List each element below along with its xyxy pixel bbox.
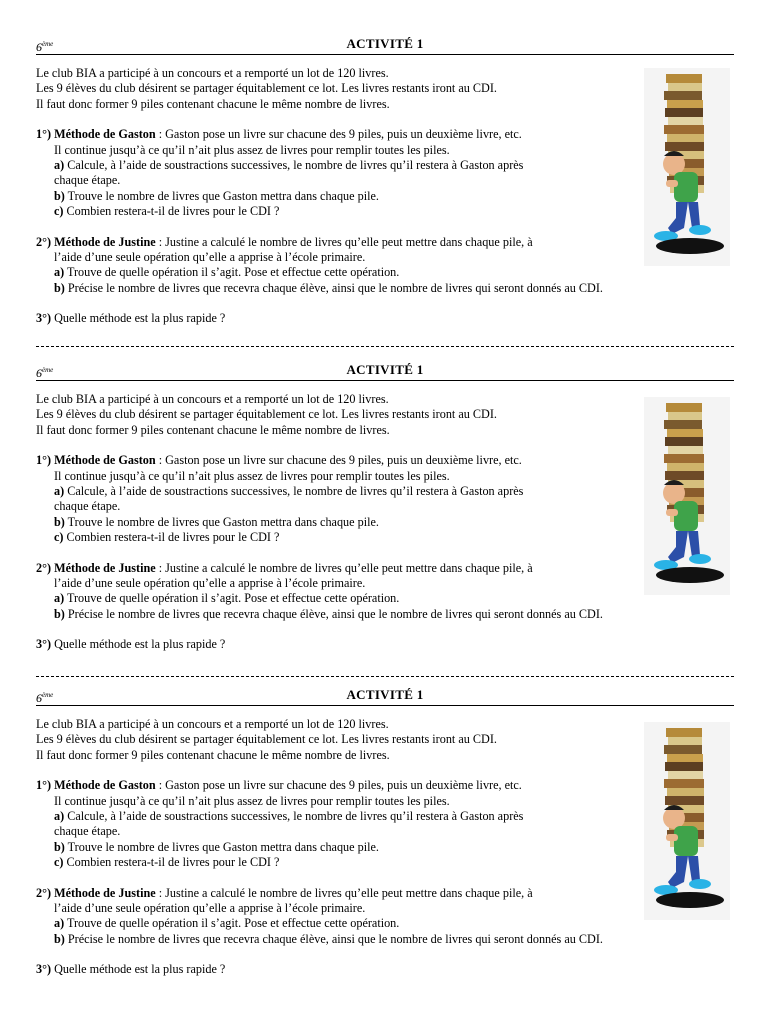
method-name: Méthode de Gaston bbox=[54, 778, 156, 793]
grade-number: 6 bbox=[36, 40, 42, 54]
sub-question-text: Combien restera-t-il de livres pour le CDI ? bbox=[63, 204, 280, 219]
question-text: Quelle méthode est la plus rapide ? bbox=[51, 637, 226, 652]
method-text-line: Il continue jusqu’à ce qu’il n’ait plus assez de livres pour remplir toutes les piles. bbox=[54, 468, 450, 483]
question-number: 1°) bbox=[36, 453, 52, 468]
sub-question-label: b) bbox=[54, 280, 65, 295]
sub-question-text: Précise le nombre de livres que recevra chaque élève, ainsi que le nombre de livres qui seront donnés au CDI. bbox=[64, 606, 603, 621]
cut-line-separator bbox=[36, 676, 734, 677]
gaston-book-stack-figurine-icon bbox=[644, 397, 730, 595]
sub-question-b bbox=[36, 607, 734, 622]
method-text: : Justine a calculé le nombre de livres qu’elle peut mettre dans chaque pile, à bbox=[155, 234, 533, 249]
sub-question-b bbox=[36, 515, 734, 530]
intro-line: Les 9 élèves du club désirent se partager équitablement ce lot. Les livres restants iront au CDI. bbox=[36, 81, 497, 96]
sub-question-text: Combien restera-t-il de livres pour le CDI ? bbox=[63, 530, 280, 545]
sub-question-b bbox=[36, 189, 734, 204]
grade-number: 6 bbox=[36, 366, 42, 380]
sub-question-b bbox=[36, 932, 734, 947]
question-3 bbox=[36, 962, 734, 977]
sub-question-a bbox=[36, 809, 734, 824]
method-text-line: l’aide d’une seule opération qu’elle a apprise à l’école primaire. bbox=[54, 250, 366, 265]
sub-question-b bbox=[36, 281, 734, 296]
sub-question-label: c) bbox=[54, 204, 64, 219]
sub-question-text: Trouve de quelle opération il s’agit. Pose et effectue cette opération. bbox=[64, 591, 400, 606]
gaston-book-stack-figurine-icon bbox=[644, 68, 730, 266]
sub-question-text: Précise le nombre de livres que recevra chaque élève, ainsi que le nombre de livres qui seront donnés au CDI. bbox=[64, 280, 603, 295]
question-number: 2°) bbox=[36, 560, 52, 575]
activity-header bbox=[36, 687, 734, 706]
sub-question-c bbox=[36, 855, 734, 870]
sub-question-text: Combien restera-t-il de livres pour le CDI ? bbox=[63, 855, 280, 870]
method-text: : Justine a calculé le nombre de livres qu’elle peut mettre dans chaque pile, à bbox=[155, 885, 533, 900]
method-text-line: Il continue jusqu’à ce qu’il n’ait plus assez de livres pour remplir toutes les piles. bbox=[54, 142, 450, 157]
sub-question-text: Trouve de quelle opération il s’agit. Pose et effectue cette opération. bbox=[64, 916, 400, 931]
question-number: 1°) bbox=[36, 127, 52, 142]
method-name: Méthode de Justine bbox=[54, 560, 156, 575]
question-number: 3°) bbox=[36, 311, 52, 326]
sub-question-label: a) bbox=[54, 265, 65, 280]
activity-title: ACTIVITÉ 1 bbox=[346, 362, 424, 377]
gaston-book-stack-figurine-icon bbox=[644, 722, 730, 920]
sub-question-a bbox=[36, 916, 734, 931]
sub-question-text: Précise le nombre de livres que recevra chaque élève, ainsi que le nombre de livres qui seront donnés au CDI. bbox=[64, 931, 603, 946]
sub-question-text: Trouve le nombre de livres que Gaston mettra dans chaque pile. bbox=[64, 514, 379, 529]
intro-line: Le club BIA a participé à un concours et a remporté un lot de 120 livres. bbox=[36, 717, 389, 731]
activity-header bbox=[36, 36, 734, 55]
intro-line: Les 9 élèves du club désirent se partager équitablement ce lot. Les livres restants iront au CDI. bbox=[36, 732, 497, 747]
method-name: Méthode de Justine bbox=[54, 885, 156, 900]
method-name: Méthode de Justine bbox=[54, 234, 156, 249]
grade-suffix: ème bbox=[42, 366, 54, 374]
activity-section bbox=[36, 687, 734, 978]
sub-question-a bbox=[36, 265, 734, 280]
figurine-base bbox=[656, 238, 724, 254]
activity-section bbox=[36, 36, 734, 327]
question-number: 3°) bbox=[36, 962, 52, 977]
activity-title: ACTIVITÉ 1 bbox=[346, 36, 424, 51]
method-text: : Justine a calculé le nombre de livres qu’elle peut mettre dans chaque pile, à bbox=[155, 560, 533, 575]
question-text: Quelle méthode est la plus rapide ? bbox=[51, 962, 226, 977]
sub-question-label: b) bbox=[54, 606, 65, 621]
activity-body bbox=[36, 66, 734, 327]
method-justine-heading bbox=[36, 886, 734, 901]
activity-section bbox=[36, 362, 734, 653]
figurine-base bbox=[656, 567, 724, 583]
question-3 bbox=[36, 311, 734, 326]
sub-question-label: a) bbox=[54, 484, 65, 499]
activity-body bbox=[36, 717, 734, 978]
method-gaston-heading bbox=[36, 453, 734, 468]
sub-question-text: Trouve le nombre de livres que Gaston mettra dans chaque pile. bbox=[64, 188, 379, 203]
sub-question-label: a) bbox=[54, 809, 65, 824]
method-text: : Gaston pose un livre sur chacune des 9 piles, puis un deuxième livre, etc. bbox=[155, 127, 522, 142]
intro-line: Le club BIA a participé à un concours et a remporté un lot de 120 livres. bbox=[36, 66, 389, 80]
sub-question-label: b) bbox=[54, 839, 65, 854]
sub-question-text: Trouve de quelle opération il s’agit. Pose et effectue cette opération. bbox=[64, 265, 400, 280]
sub-question-a bbox=[36, 484, 734, 499]
sub-question-text-continued: chaque étape. bbox=[54, 824, 121, 839]
sub-question-a bbox=[36, 158, 734, 173]
sub-question-c bbox=[36, 204, 734, 219]
question-number: 2°) bbox=[36, 885, 52, 900]
method-text: : Gaston pose un livre sur chacune des 9 piles, puis un deuxième livre, etc. bbox=[155, 453, 522, 468]
cut-line-separator bbox=[36, 346, 734, 347]
sub-question-label: b) bbox=[54, 188, 65, 203]
question-text: Quelle méthode est la plus rapide ? bbox=[51, 311, 226, 326]
sub-question-label: c) bbox=[54, 530, 64, 545]
method-name: Méthode de Gaston bbox=[54, 453, 156, 468]
sub-question-text: Calcule, à l’aide de soustractions successives, le nombre de livres qu’il restera à Gaston après bbox=[64, 158, 524, 173]
method-name: Méthode de Gaston bbox=[54, 127, 156, 142]
activity-body bbox=[36, 392, 734, 653]
sub-question-text: Trouve le nombre de livres que Gaston mettra dans chaque pile. bbox=[64, 839, 379, 854]
sub-question-b bbox=[36, 840, 734, 855]
method-gaston-heading bbox=[36, 778, 734, 793]
method-justine-heading bbox=[36, 561, 734, 576]
method-text-line: l’aide d’une seule opération qu’elle a apprise à l’école primaire. bbox=[54, 576, 366, 591]
sub-question-label: a) bbox=[54, 591, 65, 606]
question-number: 3°) bbox=[36, 637, 52, 652]
sub-question-a bbox=[36, 591, 734, 606]
sub-question-label: a) bbox=[54, 158, 65, 173]
sub-question-c bbox=[36, 530, 734, 545]
grade-suffix: ème bbox=[42, 40, 54, 48]
sub-question-label: b) bbox=[54, 931, 65, 946]
sub-question-text: Calcule, à l’aide de soustractions successives, le nombre de livres qu’il restera à Gaston après bbox=[64, 484, 524, 499]
intro-line: Il faut donc former 9 piles contenant chacune le même nombre de livres. bbox=[36, 747, 390, 762]
sub-question-label: b) bbox=[54, 514, 65, 529]
method-text-line: l’aide d’une seule opération qu’elle a apprise à l’école primaire. bbox=[54, 901, 366, 916]
question-3 bbox=[36, 637, 734, 652]
grade-number: 6 bbox=[36, 691, 42, 705]
intro-line: Il faut donc former 9 piles contenant chacune le même nombre de livres. bbox=[36, 422, 390, 437]
sub-question-text-continued: chaque étape. bbox=[54, 173, 121, 188]
figurine-base bbox=[656, 892, 724, 908]
method-justine-heading bbox=[36, 235, 734, 250]
intro-line: Les 9 élèves du club désirent se partager équitablement ce lot. Les livres restants iront au CDI. bbox=[36, 407, 497, 422]
question-number: 2°) bbox=[36, 234, 52, 249]
sub-question-text-continued: chaque étape. bbox=[54, 499, 121, 514]
grade-suffix: ème bbox=[42, 691, 54, 699]
sub-question-label: c) bbox=[54, 855, 64, 870]
question-number: 1°) bbox=[36, 778, 52, 793]
sub-question-label: a) bbox=[54, 916, 65, 931]
method-text-line: Il continue jusqu’à ce qu’il n’ait plus assez de livres pour remplir toutes les piles. bbox=[54, 793, 450, 808]
activity-title: ACTIVITÉ 1 bbox=[346, 687, 424, 702]
activity-header bbox=[36, 362, 734, 381]
method-gaston-heading bbox=[36, 127, 734, 142]
intro-line: Le club BIA a participé à un concours et a remporté un lot de 120 livres. bbox=[36, 392, 389, 406]
method-text: : Gaston pose un livre sur chacune des 9 piles, puis un deuxième livre, etc. bbox=[155, 778, 522, 793]
intro-line: Il faut donc former 9 piles contenant chacune le même nombre de livres. bbox=[36, 96, 390, 111]
sub-question-text: Calcule, à l’aide de soustractions successives, le nombre de livres qu’il restera à Gaston après bbox=[64, 809, 524, 824]
